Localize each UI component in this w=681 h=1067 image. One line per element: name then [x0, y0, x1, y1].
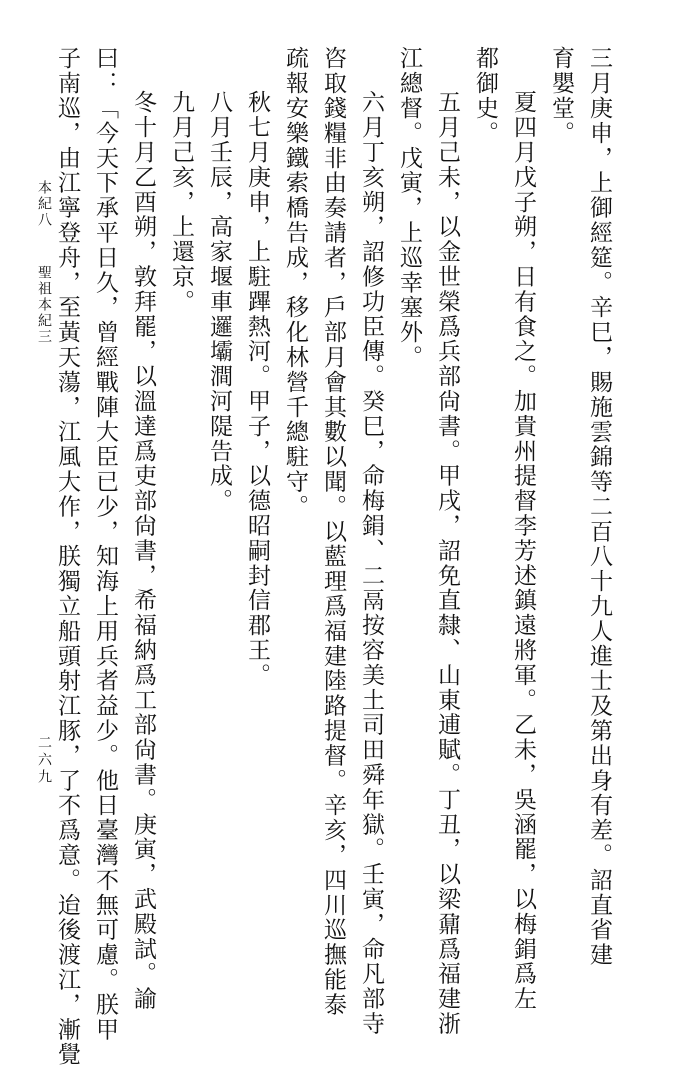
- text-column: 六月丁亥朔，詔修功臣傳。癸巳，命梅鋗、二鬲按容美土司田舜年獄。壬寅，命凡部寺: [358, 90, 384, 1037]
- text-column: 五月己未，以金世榮爲兵部尙書。甲戌，詔免直隸、山東逋賦。丁丑，以梁鼐爲福建浙: [434, 90, 460, 1037]
- text-column: 都御史。: [472, 46, 498, 146]
- text-column: 冬十月乙酉朔，敦拜罷，以溫達爲吏部尙書，希福納爲工部尙書。庚寅，武殿試。諭: [130, 90, 156, 1012]
- text-column: 育嬰堂。: [548, 46, 574, 146]
- text-column: 八月壬辰，高家堰車邏壩澗河隄告成。: [206, 90, 232, 514]
- text-column: 三月庚申，上御經筵。辛巳，賜施雲錦等二百八十九人進士及第出身有差。詔直省建: [586, 46, 612, 968]
- page-number: 二六九: [36, 735, 52, 786]
- text-column: 秋七月庚申，上駐蹕熱河。甲子，以德昭嗣封信郡王。: [244, 90, 270, 688]
- text-column: 江總督。戊寅，上巡幸塞外。: [396, 46, 422, 370]
- text-column: 子南巡，由江寧登舟，至黃天蕩，江風大作，朕獨立船頭射江豚，了不爲意。迨後渡江，漸覺: [54, 46, 80, 1067]
- text-column: 九月己亥，上還京。: [168, 90, 194, 315]
- running-header-volume: 本紀八: [36, 180, 52, 228]
- text-column: 夏四月戊子朔，日有食之。加貴州提督李芳述鎮遠將軍。乙未，吳涵罷，以梅鋗爲左: [510, 90, 536, 1012]
- text-column: 疏報安樂鐵索橋告成，移化林營千總駐守。: [282, 46, 308, 520]
- text-column: 曰：「今天下承平日久，曾經戰陣大臣已少，知海上用兵者益少。他日臺灣不無可慮。朕甲: [92, 46, 118, 1042]
- text-column: 咨取錢糧非由奏請者，戶部月會其數以聞。以藍理爲福建陸路提督。辛亥，四川巡撫能泰: [320, 46, 346, 1018]
- running-header-title: 聖祖本紀三: [36, 265, 52, 345]
